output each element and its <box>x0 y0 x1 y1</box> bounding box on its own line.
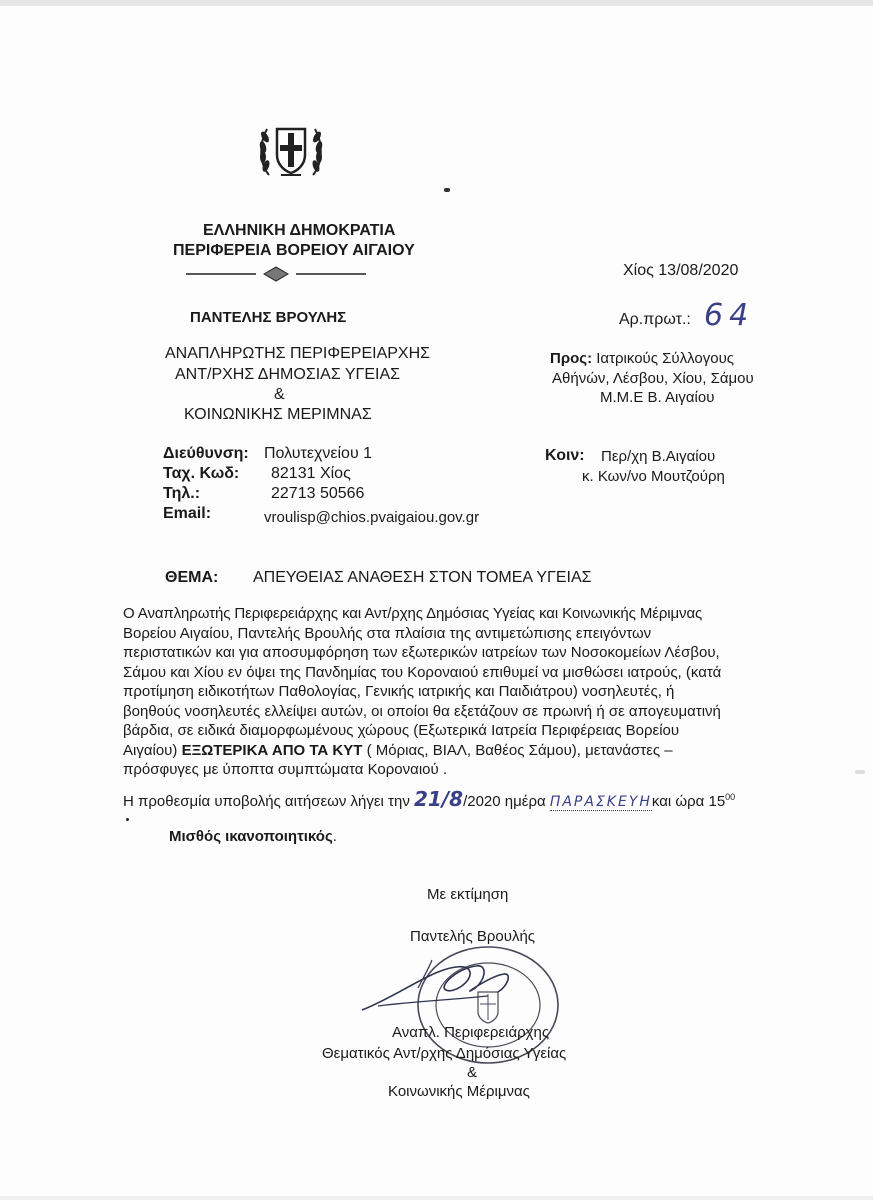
phone-value: 22713 50566 <box>271 485 365 502</box>
cc-line-2: κ. Κων/νο Μουτζούρη <box>582 468 725 485</box>
protocol-number: 64 <box>704 298 755 333</box>
scan-top-edge <box>0 0 873 6</box>
body-line-8-bold: ΕΞΩΤΕΡΙΚΑ ΑΠΟ ΤΑ ΚΥΤ <box>181 741 363 759</box>
deadline-line <box>123 787 735 811</box>
deadline-year: /2020 ημέρα <box>463 793 546 810</box>
closing-signer: Παντελής Βρουλής <box>410 928 536 945</box>
phone-label: Τηλ.: <box>163 485 201 502</box>
handwritten-signature <box>358 950 518 1030</box>
recipient-line-1 <box>550 350 734 367</box>
body-line-8-pre: Αιγαίου) <box>123 741 178 759</box>
sender-title-2: ΑΝΤ/ΡΧΗΣ ΔΗΜΟΣΙΑΣ ΥΓΕΙΑΣ <box>175 366 401 383</box>
sender-title-3: & <box>274 386 285 403</box>
zip-label: Ταχ. Κωδ: <box>163 465 240 482</box>
place-date: Χίος 13/08/2020 <box>623 262 739 279</box>
body-line-8 <box>123 741 841 761</box>
ink-speck <box>444 188 450 192</box>
deadline-sup: 00 <box>725 792 736 802</box>
greek-emblem-icon <box>255 115 327 183</box>
sender-name: ΠΑΝΤΕΛΗΣ ΒΡΟΥΛΗΣ <box>190 309 347 326</box>
stray-dot <box>126 818 129 821</box>
scan-bottom-edge <box>0 1196 873 1200</box>
header-country: ΕΛΛΗΝΙΚΗ ΔΗΜΟΚΡΑΤΙΑ <box>203 222 396 239</box>
body-paragraph <box>123 604 841 780</box>
closing-title-2: Θεματικός Αντ/ρχης Δημόσιας Υγείας <box>322 1045 567 1062</box>
salary-text: Μισθός ικανοποιητικός. <box>169 828 337 845</box>
body-line-2: Βορείου Αιγαίου, Παντελής Βρουλής στα πλαίσια της αντιμετώπισης επειγόντων <box>123 624 652 642</box>
body-line-9: πρόσφυγες με ύποπτα συμπτώματα Κοροναιού . <box>123 761 448 778</box>
protocol-label: Αρ.πρωτ.: <box>619 311 691 328</box>
salary-value: Μισθός ικανοποιητικός <box>169 828 333 845</box>
address-value: Πολυτεχνείου 1 <box>264 445 373 462</box>
body-line-4: Σάμου και Χίου εν όψει της Πανδημίας του Κοροναιού επιθυμεί να μισθώσει ιατρούς, (κατά <box>123 663 722 681</box>
body-line-7: βάρδια, σε ειδικά διαμορφωμένους χώρους (Εξωτερικά Ιατρεία Περιφέρειας Βορείου <box>123 722 680 739</box>
cc-line-1: Περ/χη Β.Αιγαίου <box>601 448 716 465</box>
body-line-8-post: ( Μόριας, ΒΙΑΛ, Βαθέος Σάμου), μετανάστες – <box>366 741 673 759</box>
recipient-value: Ιατρικούς Σύλλογους <box>596 350 735 367</box>
recipient-label: Προς: <box>550 350 593 367</box>
header-divider <box>186 266 366 282</box>
address-label: Διεύθυνση: <box>163 445 249 462</box>
body-line-3: περιστατικών και για αποσυμφόρηση των εξωτερικών ιατρείων των Νοσοκομείων Λέσβου, <box>123 644 720 661</box>
body-line-6: βοηθούς νοσηλευτές ελλείψει αυτών, οι οποίοι θα εξετάζουν σε πρωινή ή σε απογευματινή <box>123 702 721 720</box>
closing-title-4: Κοινωνικής Μέριμνας <box>388 1083 530 1100</box>
deadline-post: και ώρα 15 <box>651 793 726 810</box>
deadline-date-handwritten: 21/8 <box>414 787 464 811</box>
email-label: Email: <box>163 505 212 522</box>
recipient-line-2: Αθήνών, Λέσβου, Χίου, Σάμου <box>552 370 754 387</box>
sender-title-1: ΑΝΑΠΛΗΡΩΤΗΣ ΠΕΡΙΦΕΡΕΙΑΡΧΗΣ <box>165 345 431 362</box>
subject-label: ΘΕΜΑ: <box>165 569 219 586</box>
email-value: vroulisp@chios.pvaigaiou.gov.gr <box>264 509 480 526</box>
header-region: ΠΕΡΙΦΕΡΕΙΑ ΒΟΡΕΙΟΥ ΑΙΓΑΙΟΥ <box>173 242 415 259</box>
closing-title-3: & <box>467 1064 478 1081</box>
sender-title-4: ΚΟΙΝΩΝΙΚΗΣ ΜΕΡΙΜΝΑΣ <box>184 406 372 423</box>
recipient-line-3: Μ.Μ.Ε Β. Αιγαίου <box>600 389 715 406</box>
cc-label: Κοιν: <box>545 447 585 464</box>
closing-title-1: Αναπλ. Περιφερειάρχης <box>392 1024 550 1041</box>
deadline-day-handwritten: ΠΑΡΑΣΚΕΥΗ <box>549 794 652 810</box>
subject-text: ΑΠΕΥΘΕΙΑΣ ΑΝΑΘΕΣΗ ΣΤΟΝ ΤΟΜΕΑ ΥΓΕΙΑΣ <box>253 569 592 586</box>
body-line-5: προτίμηση ειδικοτήτων Παθολογίας, Γενικής ιατρικής και Παιδιάτρου) νοσηλευτές, ή <box>123 683 675 700</box>
closing-regards: Με εκτίμηση <box>427 886 509 903</box>
margin-mark <box>855 770 865 774</box>
zip-value: 82131 Χίος <box>271 465 351 482</box>
body-line-1: Ο Αναπληρωτής Περιφερειάρχης και Αντ/ρχης Δημόσιας Υγείας και Κοινωνικής Μέριμνας <box>123 605 703 622</box>
deadline-pre: Η προθεσμία υποβολής αιτήσεων λήγει την <box>123 793 410 810</box>
